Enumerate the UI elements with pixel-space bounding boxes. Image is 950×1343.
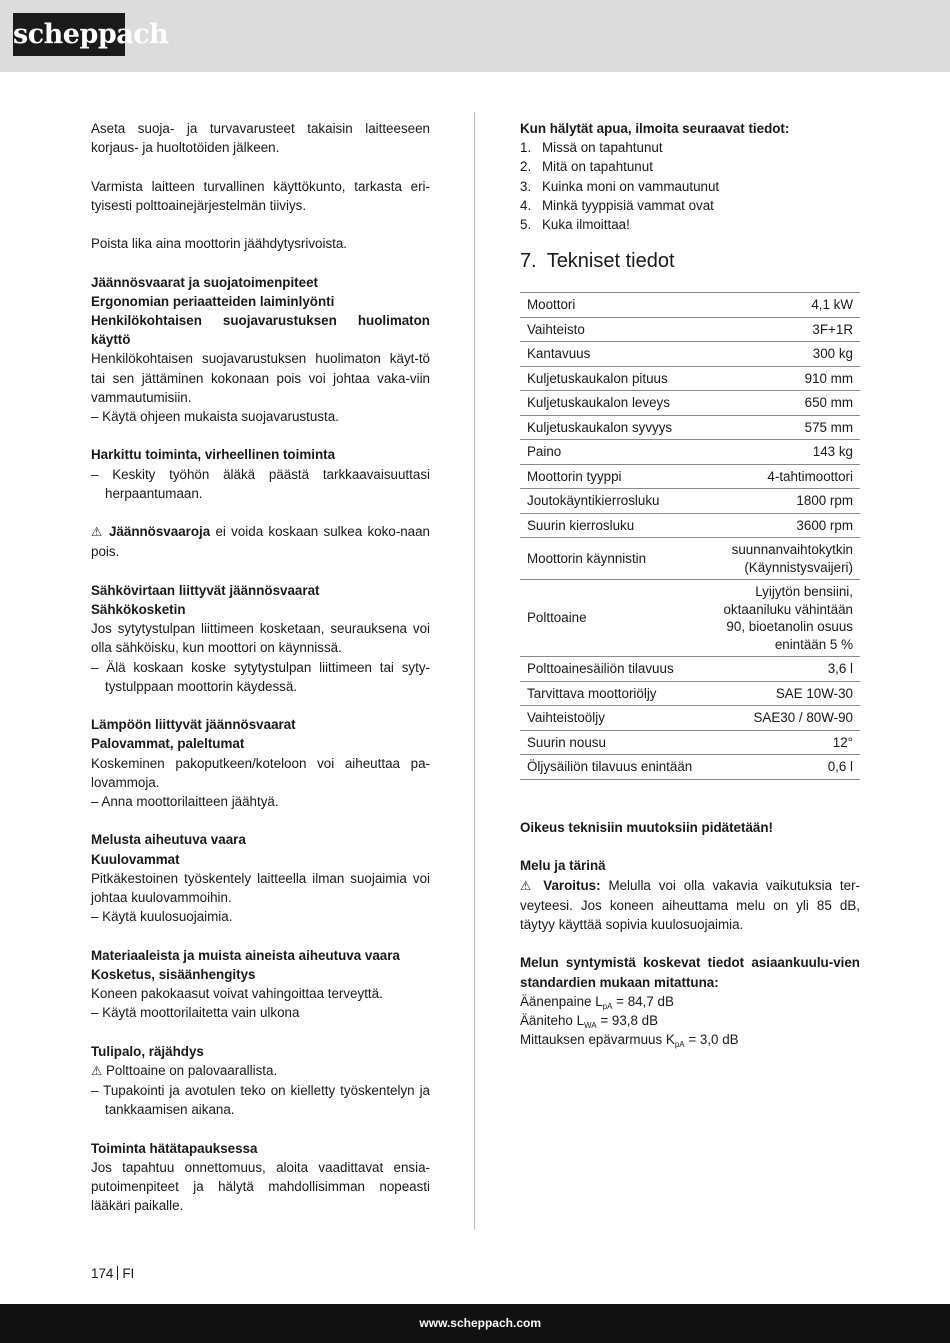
spec-value: 143 kg (709, 440, 860, 465)
page-footer (0, 1304, 950, 1343)
website-link[interactable]: www.scheppach.com (419, 1316, 541, 1330)
spec-label: Paino (520, 440, 709, 465)
dash-item: – Anna moottorilaitteen jäähtyä. (91, 794, 279, 809)
list-text: Kuinka moni on vammautunut (542, 178, 720, 194)
list-number: 3. (520, 178, 532, 194)
rights-note: Oikeus teknisiin muutoksiin pidätetään! (520, 820, 773, 836)
warning-line (91, 1061, 430, 1081)
spec-row (520, 464, 860, 489)
column-divider (474, 112, 475, 1230)
spec-row (520, 489, 860, 514)
paragraph: Jos sytytystulpan liittimeen kosketaan, seurauksena voi olla sähköisku, kun moottori on käynnissä. (91, 621, 430, 656)
section-heading: Jäännösvaarat ja suojatoimenpiteet (91, 274, 318, 290)
measurement-value: = 84,7 dB (612, 993, 674, 1009)
dash-item: – Keskity työhön äläkä päästä tarkkaavaisuuttasi herpaantumaan. (91, 466, 430, 501)
section-title-text: Tekniset tiedot (546, 250, 675, 273)
spec-value: 1800 rpm (709, 489, 860, 514)
warning-triangle-icon: ⚠ (91, 1063, 103, 1078)
list-number: 4. (520, 197, 532, 213)
section-number: 7. (520, 250, 537, 273)
spec-value: 0,6 l (709, 755, 860, 780)
note-text: ei voida koskaan sulkea koko-naan pois. (91, 524, 430, 560)
paragraph: Koskeminen pakoputkeen/koteloon voi aiheuttaa pa-lovammoja. (91, 755, 430, 790)
list-text: Missä on tapahtunut (542, 140, 663, 156)
spec-value: Lyijytön bensiini, oktaaniluku vähintään 90, bioetanolin osuus enintään 5 % (709, 580, 860, 657)
spec-value: 300 kg (709, 342, 860, 367)
spec-row (520, 342, 860, 367)
spec-label: Moottorin käynnistin (520, 538, 709, 580)
paragraph: Varmista laitteen turvallinen käyttökunto, tarkasta eri-tyisesti polttoainejärjestelmän tiiviys. (91, 178, 430, 213)
spec-value: 575 mm (709, 415, 860, 440)
spec-label: Kuljetuskaukalon leveys (520, 391, 709, 416)
dash-item: – Älä koskaan koske sytytystulpan liittimeen tai syty-tystulppaan moottorin käydessä. (91, 659, 430, 694)
section-subheading: Kuulovammat (91, 851, 180, 867)
measurement-label: Äänenpaine L (520, 993, 603, 1009)
spec-row (520, 706, 860, 731)
spec-label: Kantavuus (520, 342, 709, 367)
spec-row (520, 730, 860, 755)
section-subheading: Palovammat, paleltumat (91, 736, 245, 752)
list-number: 5. (520, 217, 532, 233)
spec-value: SAE30 / 80W-90 (709, 706, 860, 731)
measurement-label: Ääniteho L (520, 1013, 585, 1029)
warning-text: Melulla voi olla vakavia vaikutuksia ter-veyteesi. Jos koneen aiheuttama melu on yli 85 dB, täytyy käyttää sopivia kuulosuojaimia. (520, 877, 860, 933)
spec-label: Öljysäiliön tilavuus enintään (520, 755, 709, 780)
section-heading: Materiaaleista ja muista aineista aiheutuva vaara (91, 947, 400, 963)
help-list-item (520, 177, 860, 196)
spec-row (520, 681, 860, 706)
spec-value: 3F+1R (709, 317, 860, 342)
spec-value: 3,6 l (709, 657, 860, 682)
spec-value: 12° (709, 730, 860, 755)
help-heading: Kun hälytät apua, ilmoita seuraavat tiedot: (520, 121, 790, 136)
help-list-item (520, 157, 860, 176)
noise-heading: Melu ja tärinä (520, 858, 606, 874)
spec-label: Kuljetuskaukalon syvyys (520, 415, 709, 440)
spec-value: 910 mm (709, 366, 860, 391)
dash-item: – Käytä kuulosuojaimia. (91, 909, 233, 925)
spec-row (520, 415, 860, 440)
list-text: Kuka ilmoittaa! (542, 217, 630, 233)
measurement-heading: Melun syntymistä koskevat tiedot asiaankuulu-vien standardien mukaan mitattuna: (520, 955, 860, 990)
section-subheading: Sähkökosketin (91, 601, 186, 617)
spec-value: SAE 10W-30 (709, 681, 860, 706)
section-title (520, 248, 860, 274)
section-heading: Toiminta hätätapauksessa (91, 1140, 258, 1156)
section-subheading: Henkilökohtaisen suojavarustuksen huolimaton käyttö (91, 312, 430, 348)
section-heading: Lämpöön liittyvät jäännösvaarat (91, 717, 296, 733)
spec-value: 650 mm (709, 391, 860, 416)
section-subheading: Ergonomian periaatteiden laiminlyönti (91, 293, 335, 309)
measurement-line (520, 1011, 860, 1030)
spec-label: Polttoainesäiliön tilavuus (520, 657, 709, 682)
paragraph: Henkilökohtaisen suojavarustuksen huolimaton käyt-tö tai sen jättäminen kokonaan pois voi johtaa vaka-viin vammautumisiin. (91, 351, 430, 405)
help-list-item (520, 138, 860, 157)
spec-table (520, 292, 860, 780)
measurement-line (520, 992, 860, 1011)
residual-risk-note (91, 522, 430, 561)
measurement-subscript: pA (674, 1040, 685, 1050)
language-code: FI (122, 1266, 135, 1281)
spec-label: Polttoaine (520, 580, 709, 657)
spec-label: Joutokäyntikierrosluku (520, 489, 709, 514)
right-column (520, 119, 860, 1050)
list-number: 2. (520, 159, 532, 175)
noise-warning (520, 876, 860, 935)
spec-row (520, 293, 860, 318)
paragraph: Koneen pakokaasut voivat vahingoittaa terveyttä. (91, 986, 383, 1001)
spec-label: Kuljetuskaukalon pituus (520, 366, 709, 391)
spec-label: Vaihteisto (520, 317, 709, 342)
warning-label: Varoitus: (543, 877, 601, 893)
spec-value: suunnanvaihtokytkin (Käynnistysvaijeri) (709, 538, 860, 580)
paragraph: Jos tapahtuu onnettomuus, aloita vaadittavat ensia-putoimenpiteet ja hälytä mahdollisimman nopeasti lääkäri paikalle. (91, 1159, 430, 1214)
list-number: 1. (520, 140, 532, 156)
list-text: Mitä on tapahtunut (542, 159, 653, 175)
spec-row (520, 366, 860, 391)
dash-item: – Tupakointi ja avotulen teko on kielletty työskentelyn ja tankkaamisen aikana. (91, 1083, 430, 1118)
spec-row (520, 440, 860, 465)
section-heading: Sähkövirtaan liittyvät jäännösvaarat (91, 582, 320, 598)
left-column (91, 119, 430, 1215)
spec-value: 3600 rpm (709, 513, 860, 538)
warning-text: Polttoaine on palovaarallista. (105, 1062, 278, 1078)
spec-label: Moottorin tyyppi (520, 464, 709, 489)
spec-label: Moottori (520, 293, 709, 318)
measurement-subscript: pA (602, 1001, 613, 1011)
paragraph: Pitkäkestoinen työskentely laitteella ilman suojaimia voi johtaa kuulovammoihin. (91, 870, 430, 905)
spec-value: 4,1 kW (709, 293, 860, 318)
measurement-value: = 3,0 dB (684, 1032, 739, 1048)
spec-row (520, 513, 860, 538)
spec-row (520, 538, 860, 580)
spec-label: Tarvittava moottoriöljy (520, 681, 709, 706)
spec-row (520, 657, 860, 682)
paragraph: Aseta suoja- ja turvavarusteet takaisin laitteeseen korjaus- ja huoltotöiden jälkeen. (91, 121, 430, 156)
separator (117, 1266, 118, 1280)
spec-label: Suurin nousu (520, 730, 709, 755)
spec-label: Vaihteistoöljy (520, 706, 709, 731)
section-heading: Melusta aiheutuva vaara (91, 832, 246, 848)
measurement-label: Mittauksen epävarmuus K (520, 1032, 675, 1048)
scheppach-logo: scheppach (13, 13, 125, 56)
section-heading: Tulipalo, räjähdys (91, 1043, 204, 1059)
bold-term: Jäännösvaaroja (108, 524, 211, 540)
spec-row (520, 580, 860, 657)
dash-item: – Käytä moottorilaitetta vain ulkona (91, 1005, 300, 1021)
measurement-line (520, 1030, 860, 1049)
page-header (0, 0, 950, 72)
section-heading: Harkittu toiminta, virheellinen toiminta (91, 447, 336, 463)
spec-label: Suurin kierrosluku (520, 513, 709, 538)
spec-row (520, 317, 860, 342)
paragraph: Poista lika aina moottorin jäähdytysrivoista. (91, 236, 348, 252)
measurement-subscript: WA (584, 1021, 597, 1031)
warning-triangle-icon: ⚠ (520, 878, 536, 893)
section-subheading: Kosketus, sisäänhengitys (91, 966, 256, 982)
help-list-item (520, 196, 860, 215)
spec-row (520, 391, 860, 416)
dash-item: – Käytä ohjeen mukaista suojavarustusta. (91, 409, 339, 424)
spec-value: 4-tahtimoottori (709, 464, 860, 489)
page-number-value: 174 (91, 1266, 114, 1281)
spec-row (520, 755, 860, 780)
page-number (91, 1266, 134, 1281)
list-text: Minkä tyyppisiä vammat ovat (542, 197, 714, 213)
measurement-value: = 93,8 dB (596, 1013, 659, 1029)
warning-triangle-icon: ⚠ (91, 525, 104, 540)
help-list-item (520, 215, 860, 234)
help-list (520, 138, 860, 234)
